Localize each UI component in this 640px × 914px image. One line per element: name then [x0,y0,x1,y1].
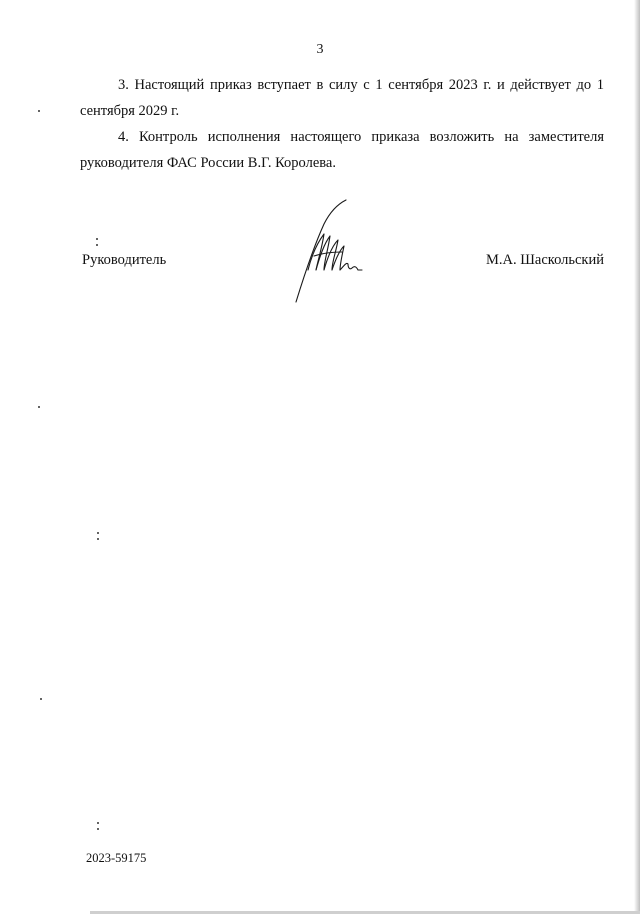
page-edge-shadow [634,0,640,914]
scan-speck [97,822,99,824]
paragraph-effective-date: 3. Настоящий приказ вступает в силу с 1 сентября 2023 г. и действует до 1 сентября 2029 г. [80,77,604,119]
scan-speck [40,698,42,700]
scan-speck [97,828,99,830]
handwritten-signature [290,196,370,306]
paragraph-control-assignment: 4. Контроль исполнения настоящего приказа возложить на заместителя руководителя ФАС России В.Г. Королева. [80,129,604,171]
scan-speck [96,244,98,246]
scan-speck [38,406,40,408]
scan-speck [97,532,99,534]
scan-speck [38,110,40,112]
signer-name: М.А. Шаскольский [486,252,604,268]
scan-speck [96,238,98,240]
page-number: 3 [316,42,324,57]
signer-title: Руководитель [82,252,167,268]
registration-number: 2023-59175 [86,851,147,865]
scan-speck [97,538,99,540]
